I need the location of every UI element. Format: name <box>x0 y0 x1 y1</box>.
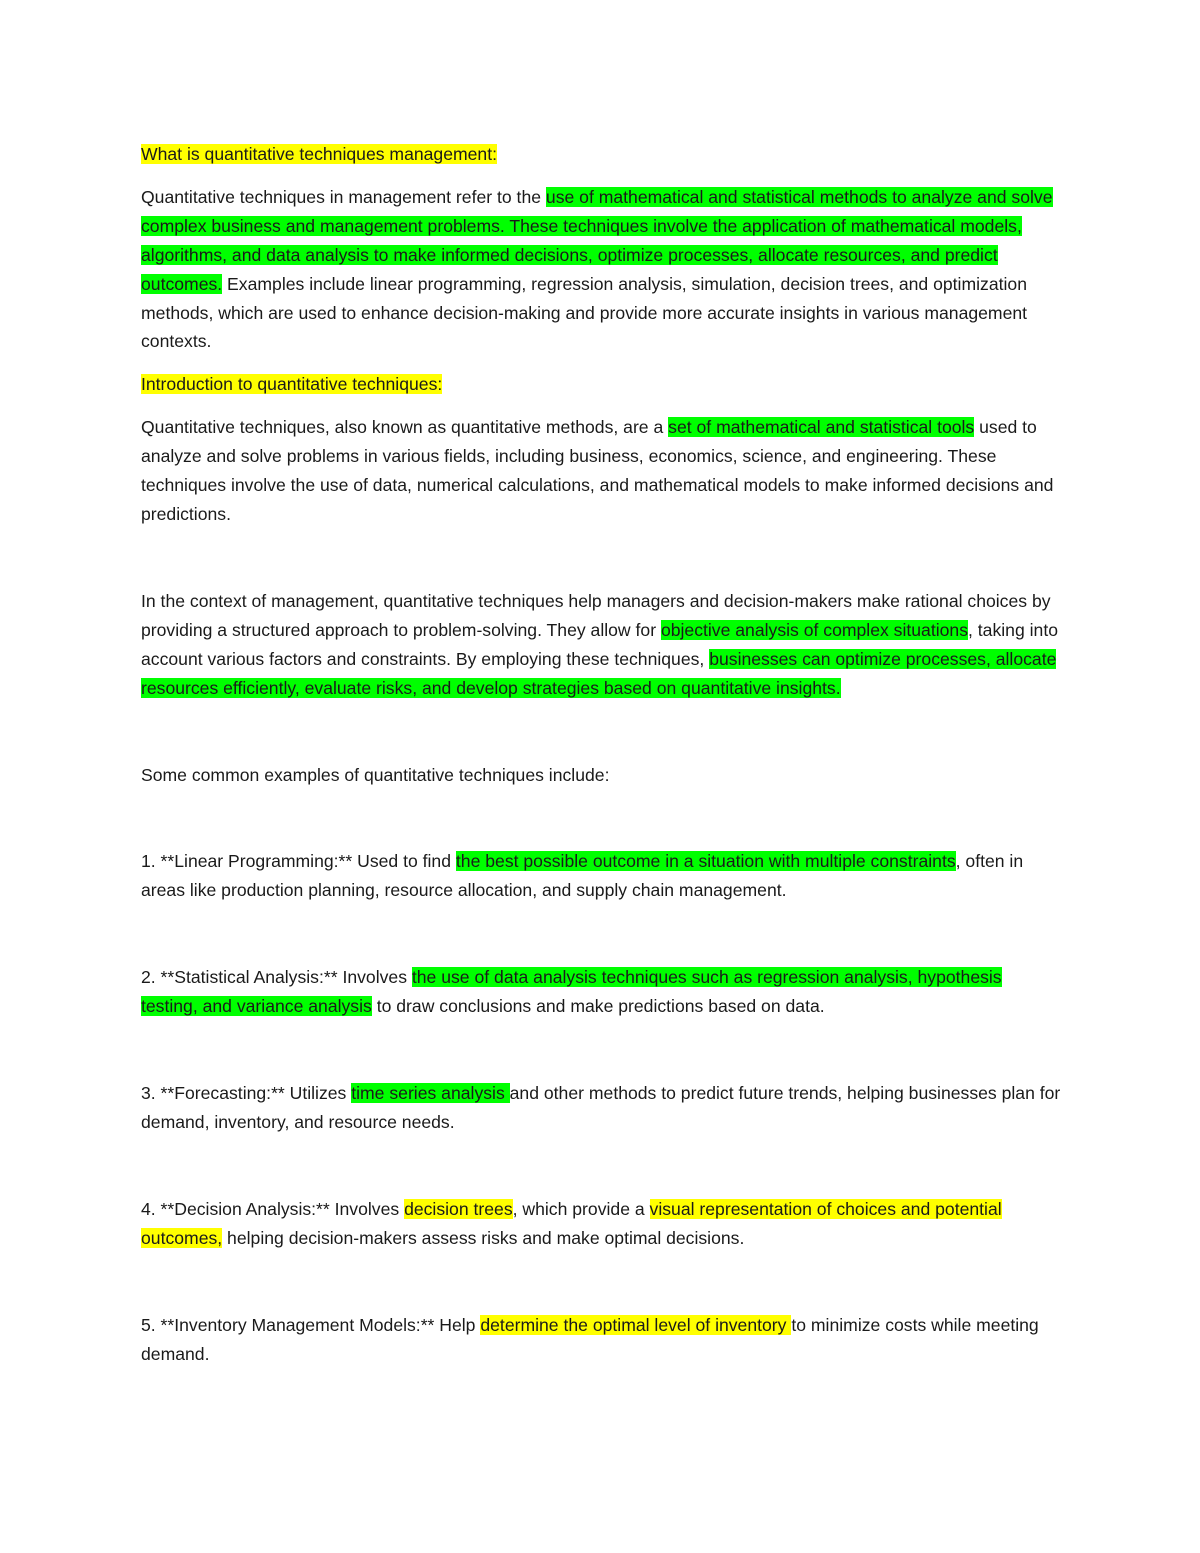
heading-what-is-text: What is quantitative techniques management: <box>141 144 497 164</box>
heading-what-is <box>141 140 1061 169</box>
item-2-rest: to draw conclusions and make predictions based on data. <box>371 996 825 1017</box>
paragraph-context-highlight-1: objective analysis of complex situations <box>660 619 969 640</box>
paragraph-context-text-2: , taking into account various factors and constraints. By employing these techniques, <box>141 619 1058 669</box>
item-2-lead: 2. **Statistical Analysis:** Involves <box>141 967 412 988</box>
paragraph-context-text-1: In the context of management, quantitative techniques help managers and decision-makers make rational choices by providing a structured approach to problem-solving. They allow for <box>141 590 1051 640</box>
paragraph-definition <box>141 183 1061 356</box>
item-3-lead: 3. **Forecasting:** Utilizes <box>141 1083 352 1104</box>
item-1-highlight: the best possible outcome in a situation with multiple constraints <box>455 851 956 872</box>
paragraph-examples-intro-text: Some common examples of quantitative techniques include: <box>141 764 610 785</box>
paragraph-definition-text-1: Quantitative techniques in management refer to the <box>141 186 546 207</box>
document-body <box>141 140 1061 1368</box>
paragraph-definition-highlight: use of mathematical and statistical methods to analyze and solve complex business and management problems. These techniques involve the application of mathematical models, algorithms, and data analysis to make informed decisions, optimize processes, allocate resources, and predict outcomes. <box>141 186 1053 294</box>
item-1-rest: , often in areas like production planning, resource allocation, and supply chain management. <box>141 851 1024 901</box>
item-3-rest: and other methods to predict future trends, helping businesses plan for demand, inventory, and resource needs. <box>141 1083 1061 1132</box>
item-4-lead: 4. **Decision Analysis:** Involves <box>141 1198 405 1219</box>
item-4-mid: , which provide a <box>512 1198 650 1219</box>
list-item-inventory-models <box>141 1311 1061 1369</box>
list-item-statistical-analysis <box>141 963 1061 1021</box>
paragraph-introduction-text-1: Quantitative techniques, also known as quantitative methods, are a <box>141 417 669 438</box>
paragraph-definition-text-2: Examples include linear programming, regression analysis, simulation, decision trees, and optimization methods, which are used to enhance decision-making and provide more accurate insights in various management contexts. <box>141 273 1028 352</box>
paragraph-introduction-highlight: set of mathematical and statistical tools <box>668 417 975 438</box>
paragraph-context-highlight-2: businesses can optimize processes, allocate resources efficiently, evaluate risks, and develop strategies based on quantitative insights. <box>141 648 1057 698</box>
item-1-lead: 1. **Linear Programming:** Used to find <box>141 851 456 872</box>
heading-introduction <box>141 370 1061 399</box>
item-4-highlight-1: decision trees <box>404 1198 513 1219</box>
item-3-highlight: time series analysis <box>351 1083 510 1104</box>
item-5-rest: to minimize costs while meeting demand. <box>141 1314 1039 1364</box>
paragraph-examples-intro <box>141 761 1061 790</box>
paragraph-management-context <box>141 587 1061 703</box>
item-5-highlight: determine the optimal level of inventory <box>480 1314 792 1335</box>
list-item-decision-analysis <box>141 1195 1061 1253</box>
item-4-rest: helping decision-makers assess risks and make optimal decisions. <box>222 1227 745 1248</box>
paragraph-introduction-text-2: used to analyze and solve problems in various fields, including business, economics, science, and engineering. These techniques involve the use of data, numerical calculations, and mathematical models to make informed decisions and predictions. <box>141 417 1054 524</box>
list-item-forecasting <box>141 1079 1061 1137</box>
heading-introduction-text: Introduction to quantitative techniques: <box>141 374 443 395</box>
item-4-highlight-2: visual representation of choices and potential outcomes, <box>141 1198 1002 1248</box>
list-item-linear-programming <box>141 847 1061 905</box>
paragraph-introduction <box>141 413 1061 529</box>
item-5-lead: 5. **Inventory Management Models:** Help <box>141 1314 481 1335</box>
item-2-highlight: the use of data analysis techniques such as regression analysis, hypothesis testing, and variance analysis <box>141 967 1002 1017</box>
